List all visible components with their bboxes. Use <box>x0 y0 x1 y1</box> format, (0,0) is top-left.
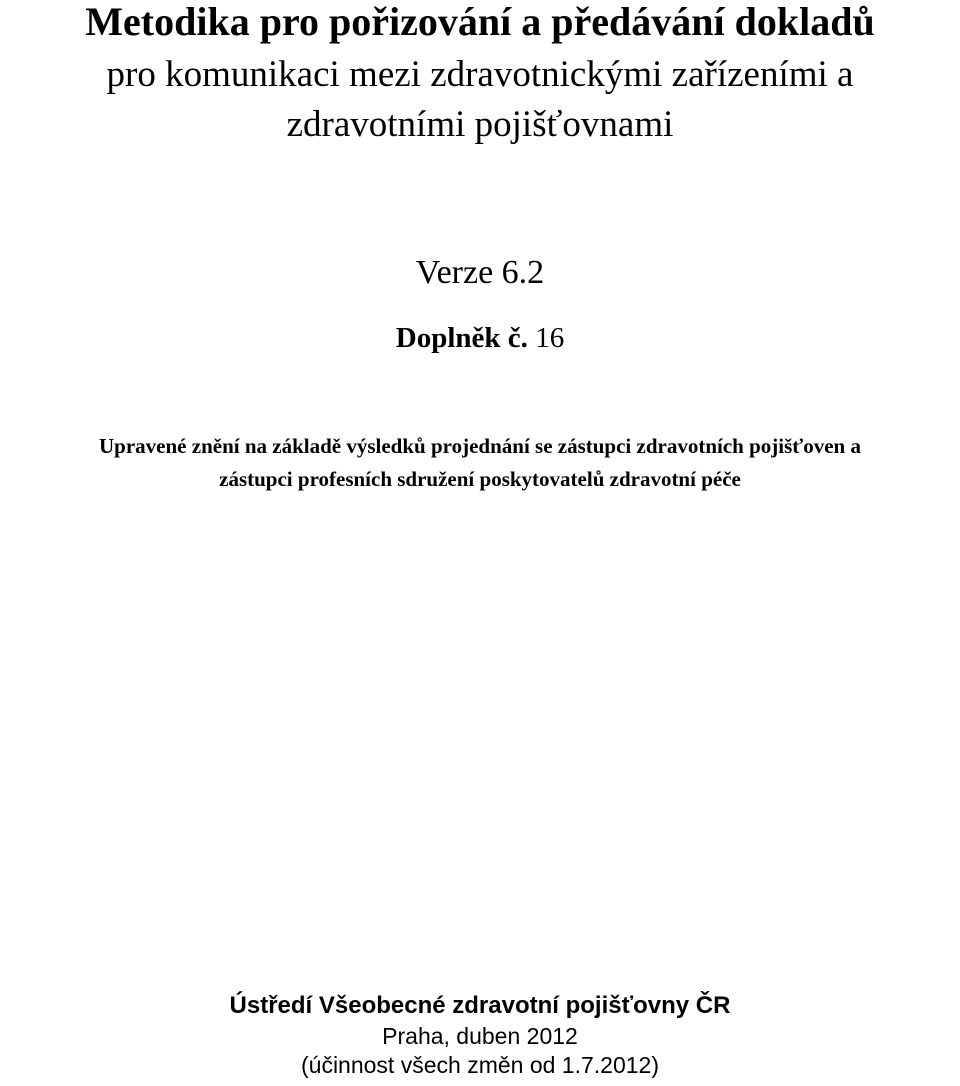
description-line-1: Upravené znění na základě výsledků projednání se zástupci zdravotních pojišťoven a <box>99 434 861 458</box>
supplement-label <box>0 318 960 358</box>
title-line-1: Metodika pro pořizování a předávání dokladů <box>85 0 875 44</box>
supplement-prefix: Doplněk č. <box>395 322 528 354</box>
title-line-3: zdravotními pojišťovnami <box>286 104 674 145</box>
document-title <box>0 0 960 150</box>
supplement-number: 16 <box>535 322 565 354</box>
footer-place-date: Praha, duben 2012 <box>382 1023 578 1049</box>
footer-organization: Ústředí Všeobecné zdravotní pojišťovny ČR <box>229 992 731 1019</box>
title-line-2: pro komunikaci mezi zdravotnickými zařízeními a <box>106 54 854 95</box>
version-label: Verze 6.2 <box>415 254 545 291</box>
description-line-2: zástupci profesních sdružení poskytovatelů zdravotní péče <box>219 467 741 491</box>
footer-effective-date: (účinnost všech změn od 1.7.2012) <box>301 1052 659 1078</box>
document-description <box>0 430 960 496</box>
document-footer <box>0 990 960 1080</box>
